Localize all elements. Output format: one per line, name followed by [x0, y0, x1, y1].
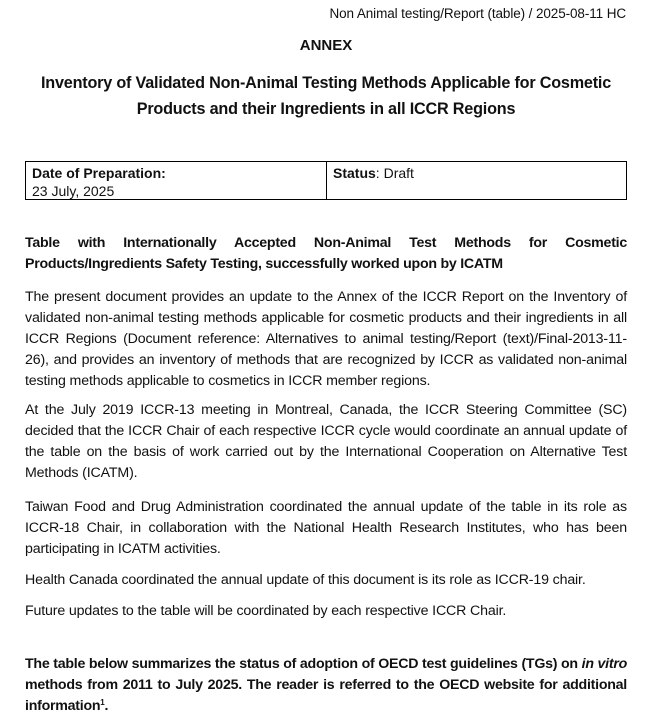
- closing-text-2: methods from 2011 to July 2025. The reader is referred to the OECD website for additional information: [25, 677, 627, 714]
- preparation-info-table: [25, 161, 627, 200]
- footnote-marker[interactable]: 1: [100, 698, 105, 707]
- document-title: Inventory of Validated Non-Animal Testing Methods Applicable for Cosmetic Products and their Ingredients in all ICCR Regions: [40, 74, 611, 118]
- paragraph-taiwan: Taiwan Food and Drug Administration coordinated the annual update of the table in its role as ICCR-18 Chair, in collaboration with the National Health Research Institutes, who has been participating in ICATM activities.: [25, 499, 627, 557]
- paragraph-future-updates: Future updates to the table will be coordinated by each respective ICCR Chair.: [25, 603, 507, 619]
- paragraph-purpose: The present document provides an update to the Annex of the ICCR Report on the Inventory of validated non-animal testing methods applicable for cosmetic products and their ingredients in all ICCR Regions (Document reference: Alternatives to animal testing/Report (text)/Final-2013-11-26), and provides an inventory of methods that are recognized by ICCR as validated non-animal testing methods applicable to cosmetics in ICCR member regions.: [25, 289, 627, 389]
- annex-label: ANNEX: [299, 37, 353, 54]
- closing-paragraph: [25, 654, 627, 717]
- closing-text-1: The table below summarizes the status of adoption of OECD test guidelines (TGs) on: [25, 656, 582, 672]
- document-reference: Non Animal testing/Report (table) / 2025-08-11 HC: [329, 6, 626, 21]
- date-cell: [26, 162, 327, 199]
- date-value: 23 July, 2025: [32, 183, 115, 199]
- status-separator: :: [375, 165, 384, 181]
- paragraph-health-canada: Health Canada coordinated the annual update of this document is its role as ICCR-19 chair.: [25, 572, 586, 588]
- intro-heading: Table with Internationally Accepted Non-Animal Test Methods for Cosmetic Products/Ingredients Safety Testing, successfully worked upon by ICATM: [25, 235, 627, 272]
- date-label: Date of Preparation:: [32, 165, 166, 181]
- closing-end: .: [104, 698, 109, 714]
- status-cell: [327, 162, 626, 199]
- paragraph-iccr13: At the July 2019 ICCR-13 meeting in Montreal, Canada, the ICCR Steering Committee (SC) decided that the ICCR Chair of each respective ICCR cycle would coordinate an annual update of the table on the basis of work carried out by the International Cooperation on Alternative Test Methods (ICATM).: [25, 402, 627, 481]
- closing-italic: in vitro: [581, 656, 628, 672]
- status-label: Status: [333, 165, 376, 181]
- status-value: Draft: [383, 165, 414, 181]
